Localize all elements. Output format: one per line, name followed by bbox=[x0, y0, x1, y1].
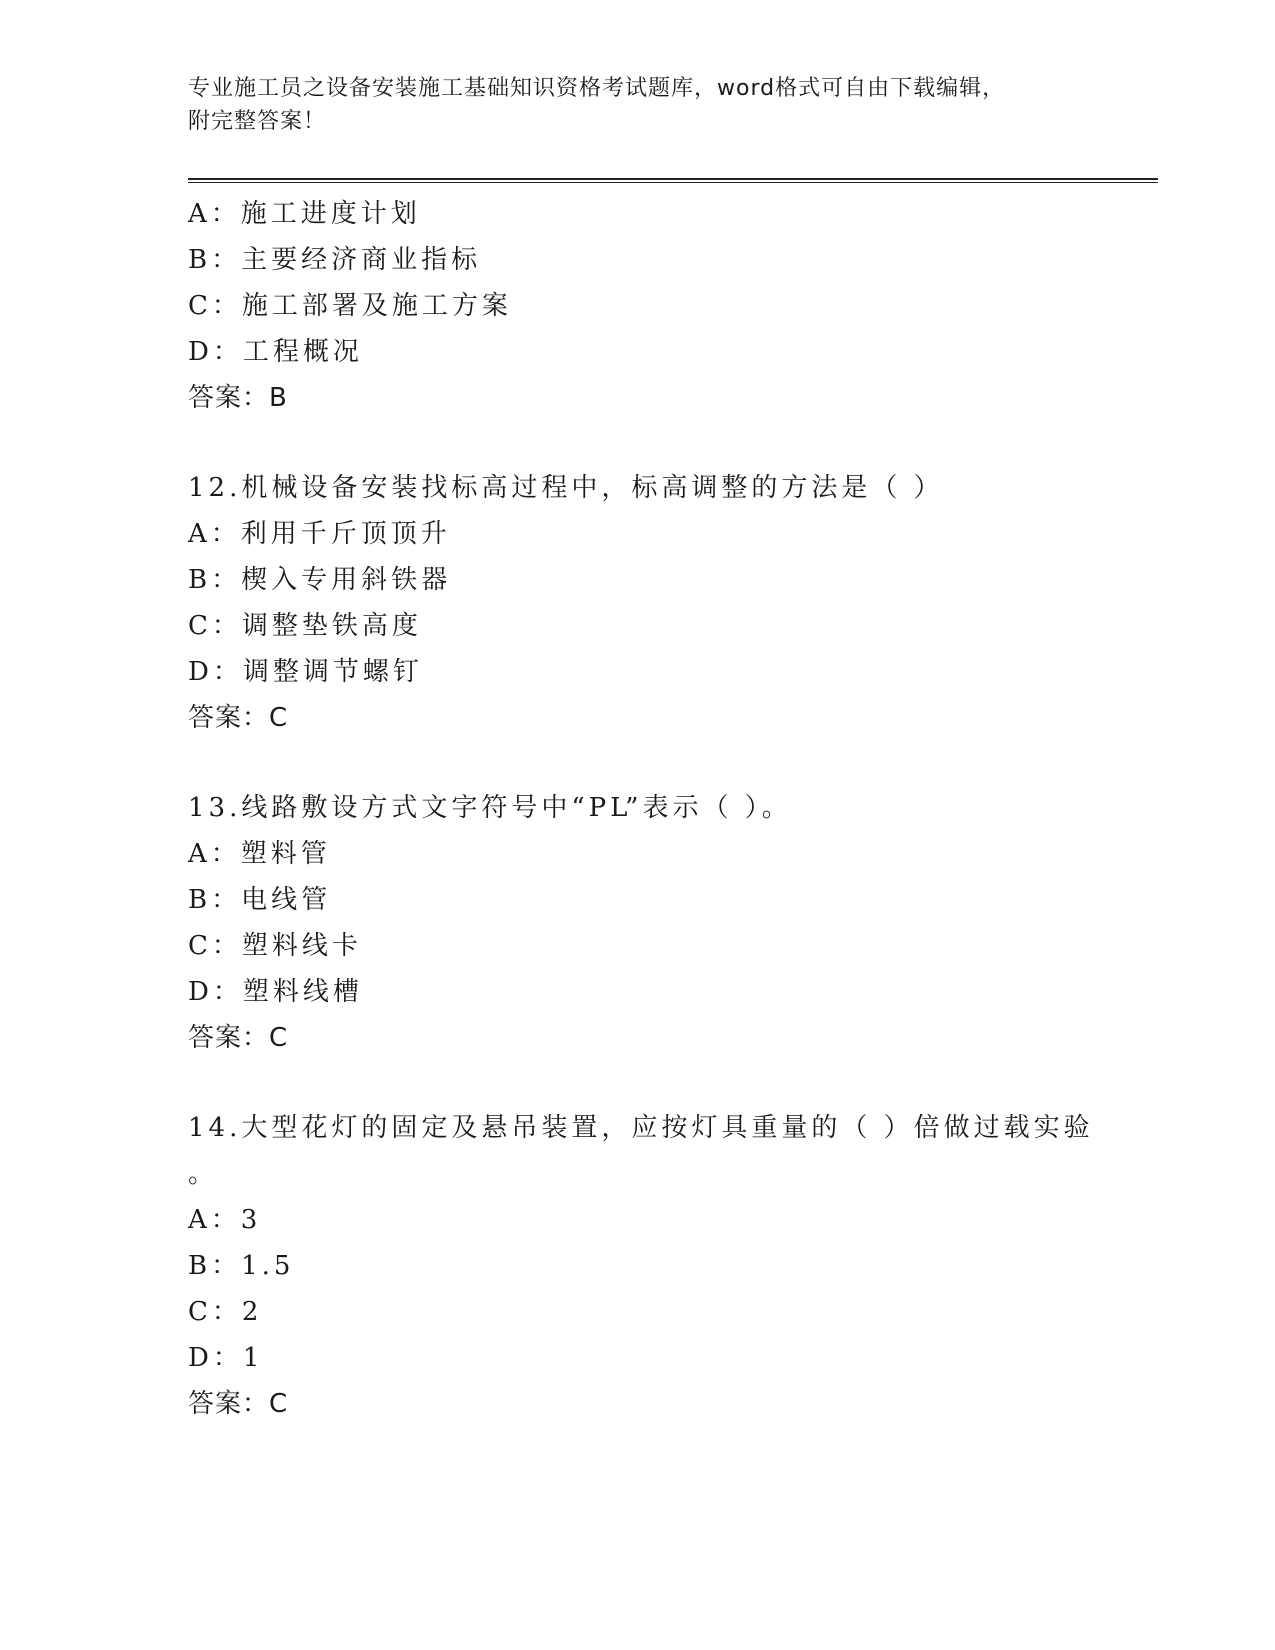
option-a: A：塑料管 bbox=[188, 839, 331, 869]
answer: 答案：C bbox=[188, 1389, 289, 1419]
question-text: 14.大型花灯的固定及悬吊装置，应按灯具重量的（ ）倍做过载实验 bbox=[188, 1113, 1094, 1143]
question-text: 13.线路敷设方式文字符号中“PL”表示（ ）。 bbox=[188, 793, 792, 823]
answer: 答案：B bbox=[188, 383, 288, 413]
option-c: C：施工部署及施工方案 bbox=[188, 291, 512, 321]
spacer bbox=[188, 1061, 1158, 1105]
option-d: D：调整调节螺钉 bbox=[188, 657, 423, 687]
option-c: C：塑料线卡 bbox=[188, 931, 362, 961]
option-a: A：利用千斤顶顶升 bbox=[188, 519, 451, 549]
question-14 bbox=[188, 1105, 1158, 1427]
header-line-1: 专业施工员之设备安装施工基础知识资格考试题库，word格式可自由下载编辑， bbox=[188, 76, 1006, 101]
document-header bbox=[188, 72, 1068, 138]
header-divider bbox=[188, 178, 1158, 183]
answer: 答案：C bbox=[188, 1023, 289, 1053]
question-text: 12.机械设备安装找标高过程中，标高调整的方法是（ ） bbox=[188, 473, 944, 503]
option-c: C：2 bbox=[188, 1297, 263, 1327]
option-d: D：1 bbox=[188, 1343, 264, 1373]
answer: 答案：C bbox=[188, 703, 289, 733]
question-13 bbox=[188, 785, 1158, 1061]
question-12 bbox=[188, 465, 1158, 741]
option-d: D：塑料线槽 bbox=[188, 977, 363, 1007]
option-b: B：电线管 bbox=[188, 885, 332, 915]
option-c: C：调整垫铁高度 bbox=[188, 611, 422, 641]
question-text-continued: 。 bbox=[188, 1159, 219, 1189]
option-d: D：工程概况 bbox=[188, 337, 363, 367]
option-a: A：3 bbox=[188, 1205, 262, 1235]
question-list bbox=[188, 191, 1158, 1427]
option-b: B：1.5 bbox=[188, 1251, 295, 1281]
option-a: A：施工进度计划 bbox=[188, 199, 421, 229]
option-b: B：楔入专用斜铁器 bbox=[188, 565, 452, 595]
spacer bbox=[188, 421, 1158, 465]
header-line-2: 附完整答案！ bbox=[188, 109, 327, 134]
spacer bbox=[188, 741, 1158, 785]
option-b: B：主要经济商业指标 bbox=[188, 245, 482, 275]
question-11 bbox=[188, 191, 1158, 421]
